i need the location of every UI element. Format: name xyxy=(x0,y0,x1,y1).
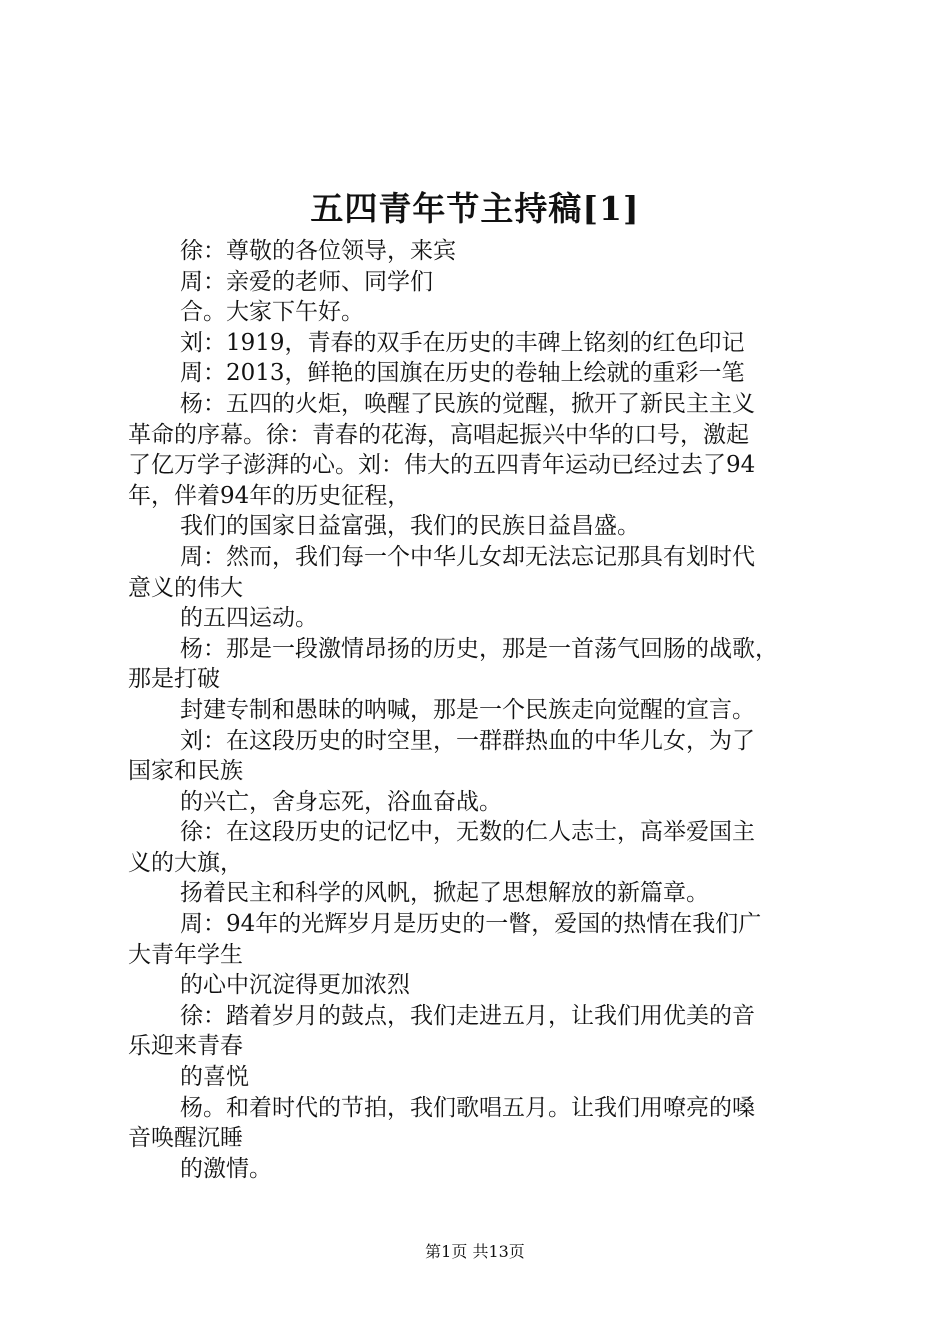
text-line: 刘：1919，青春的双手在历史的丰碑上铭刻的红色印记 xyxy=(180,329,745,356)
text-line: 封建专制和愚昧的呐喊，那是一个民族走向觉醒的宣言。 xyxy=(180,696,755,723)
text-line: 大青年学生 xyxy=(128,941,243,968)
page-footer: 第1页 共13页 xyxy=(425,1242,525,1261)
text-line: 扬着民主和科学的风帆，掀起了思想解放的新篇章。 xyxy=(180,880,709,907)
text-line: 刘：在这段历史的时空里，一群群热血的中华儿女，为了 xyxy=(180,727,755,754)
text-line: 的兴亡，舍身忘死，浴血奋战。 xyxy=(180,788,502,815)
text-line: 徐：尊敬的各位领导，来宾 xyxy=(180,238,456,264)
text-line: 周：94年的光辉岁月是历史的一瞥，爱国的热情在我们广 xyxy=(180,911,762,938)
document-title: 五四青年节主持稿[1] xyxy=(310,189,640,228)
document-body xyxy=(128,236,834,1184)
text-line: 周：2013，鲜艳的国旗在历史的卷轴上绘就的重彩一笔 xyxy=(180,360,745,387)
text-line: 徐：踏着岁月的鼓点，我们走进五月，让我们用优美的音 xyxy=(180,1002,755,1029)
text-line: 国家和民族 xyxy=(128,758,243,785)
text-line: 革命的序幕。徐：青春的花海，高唱起振兴中华的口号，激起 xyxy=(128,421,749,448)
text-line: 了亿万学子澎湃的心。刘：伟大的五四青年运动已经过去了94 xyxy=(128,452,756,479)
text-line: 周：然而，我们每一个中华儿女却无法忘记那具有划时代 xyxy=(180,543,755,570)
text-line: 杨。和着时代的节拍，我们歌唱五月。让我们用嘹亮的嗓 xyxy=(180,1094,755,1121)
text-line: 意义的伟大 xyxy=(128,574,243,601)
text-line: 的激情。 xyxy=(180,1155,272,1182)
text-line: 那是打破 xyxy=(128,666,220,693)
text-line: 年，伴着94年的历史征程， xyxy=(128,482,411,509)
text-line: 的五四运动。 xyxy=(180,605,318,632)
text-line: 的喜悦 xyxy=(180,1064,249,1091)
text-line: 杨：五四的火炬，唤醒了民族的觉醒，掀开了新民主主义 xyxy=(180,390,755,417)
text-line: 音唤醒沉睡 xyxy=(128,1125,243,1152)
text-line: 义的大旗， xyxy=(128,849,243,876)
text-line: 我们的国家日益富强，我们的民族日益昌盛。 xyxy=(180,513,640,540)
text-line: 乐迎来青春 xyxy=(128,1033,243,1060)
text-line: 周：亲爱的老师、同学们 xyxy=(180,268,433,295)
text-line: 的心中沉淀得更加浓烈 xyxy=(180,972,410,999)
text-line: 徐：在这段历史的记忆中，无数的仁人志士，高举爱国主 xyxy=(180,819,755,846)
text-line: 合。大家下午好。 xyxy=(180,299,364,326)
text-line: 杨：那是一段激情昂扬的历史，那是一首荡气回肠的战歌， xyxy=(180,635,778,662)
